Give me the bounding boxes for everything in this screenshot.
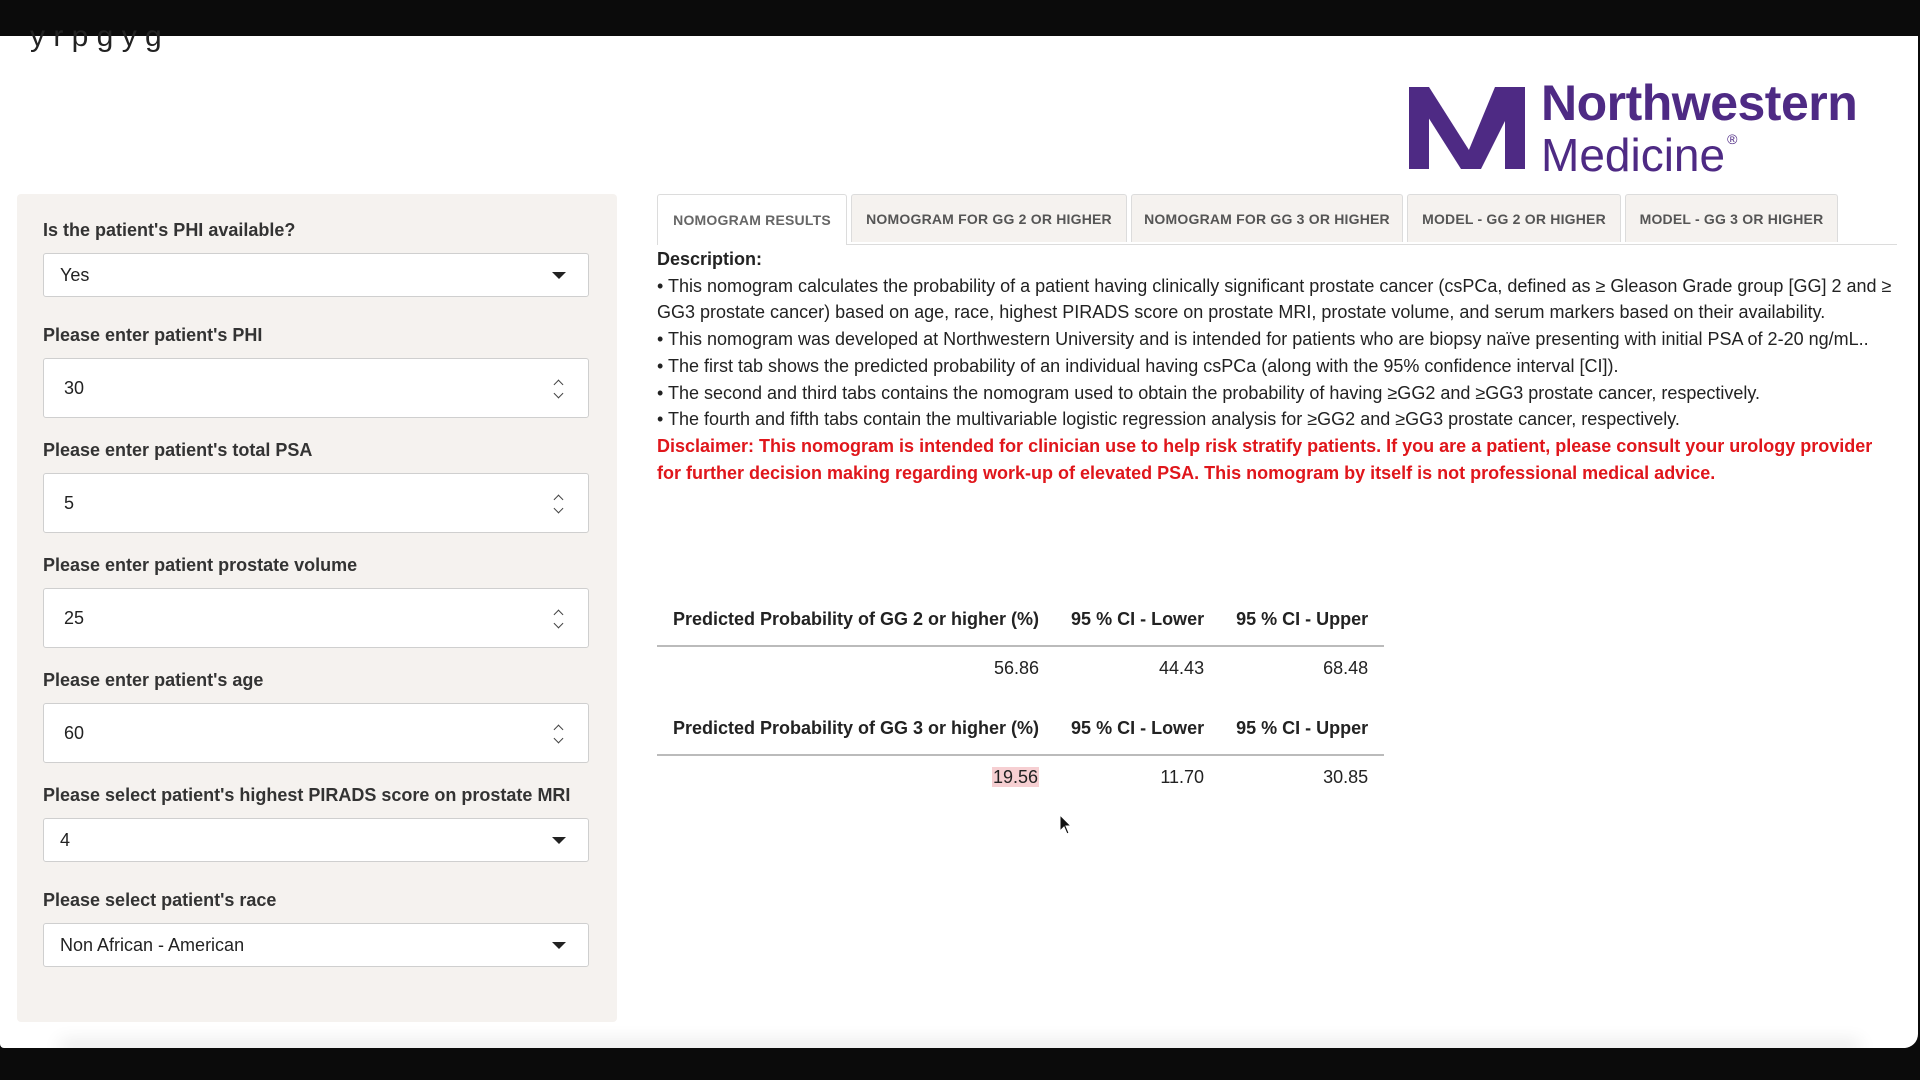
- field-label: Please enter patient's age: [43, 670, 264, 690]
- nm-logo-mark-icon: [1407, 85, 1527, 171]
- field-prostate-volume: [43, 555, 589, 648]
- table-header: Predicted Probability of GG 2 or higher (%): [657, 593, 1055, 646]
- select-value: Yes: [60, 264, 90, 285]
- input-value: 30: [64, 377, 85, 398]
- phi-input[interactable]: [43, 358, 589, 418]
- select-value: Non African - American: [60, 934, 245, 955]
- table-header: 95 % CI - Lower: [1055, 702, 1220, 755]
- age-input[interactable]: [43, 703, 589, 763]
- description-heading: Description:: [657, 249, 763, 269]
- results-table-gg3: [657, 702, 1384, 798]
- disclaimer-text: Disclaimer: This nomogram is intended for clinician use to help risk stratify patients. If you are a patient, please consult your urology provider for further decision making regarding work-up of elevated PSA. This nomogram by itself is not professional medical advice.: [657, 435, 1873, 483]
- table-header: Predicted Probability of GG 3 or higher (%): [657, 702, 1055, 755]
- ci-upper-gg2: 68.48: [1323, 657, 1369, 678]
- field-label: Is the patient's PHI available?: [43, 220, 296, 240]
- number-spinner-icon[interactable]: [552, 379, 564, 399]
- field-age: [43, 670, 589, 763]
- field-label: Please select patient's highest PIRADS score on prostate MRI: [43, 785, 571, 805]
- number-spinner-icon[interactable]: [552, 609, 564, 629]
- results-table-gg2: [657, 593, 1384, 689]
- table-header: 95 % CI - Upper: [1220, 702, 1384, 755]
- field-pirads: [43, 785, 589, 862]
- registered-mark: ®: [1727, 131, 1738, 147]
- tab-nomogram-results[interactable]: NOMOGRAM RESULTS: [657, 194, 847, 245]
- field-label: Please enter patient prostate volume: [43, 555, 358, 575]
- ci-lower-gg3: 11.70: [1160, 766, 1205, 787]
- logo-text-northwestern: Northwestern: [1541, 75, 1858, 131]
- input-value: 5: [64, 492, 75, 513]
- input-sidebar: [17, 194, 617, 1022]
- total-psa-input[interactable]: [43, 473, 589, 533]
- ci-lower-gg2: 44.43: [1159, 657, 1205, 678]
- field-label: Please enter patient's PHI: [43, 325, 263, 345]
- input-value: 25: [64, 607, 85, 628]
- table-header-row: [657, 702, 1384, 755]
- logo-text-medicine: Medicine ®: [1541, 129, 1738, 181]
- table-header-row: [657, 593, 1384, 646]
- description-bullet: • The second and third tabs contains the nomogram used to obtain the probability of having ≥GG2 and ≥GG3 prostate cancer, respectively.: [657, 382, 1761, 403]
- description-bullet: • This nomogram was developed at Northwestern University and is intended for patients who are biopsy naïve presenting with initial PSA of 2-20 ng/mL..: [657, 329, 1869, 350]
- caret-down-icon: [552, 272, 566, 279]
- tab-nomogram-gg3[interactable]: NOMOGRAM FOR GG 3 OR HIGHER: [1131, 194, 1403, 242]
- window-bottom-bar: [0, 1048, 1920, 1080]
- predicted-probability-gg2: 56.86: [994, 657, 1040, 678]
- table-header: 95 % CI - Lower: [1055, 593, 1220, 646]
- prostate-volume-input[interactable]: [43, 588, 589, 648]
- table-header: 95 % CI - Upper: [1220, 593, 1384, 646]
- select-value: 4: [60, 829, 71, 850]
- description-section: [657, 246, 1897, 486]
- number-spinner-icon[interactable]: [552, 724, 564, 744]
- race-select[interactable]: [43, 923, 589, 967]
- app-page: [0, 20, 1918, 1048]
- phi-available-select[interactable]: [43, 253, 589, 297]
- tab-model-gg3[interactable]: MODEL - GG 3 OR HIGHER: [1625, 194, 1838, 242]
- northwestern-medicine-logo: [1407, 75, 1858, 181]
- pirads-select[interactable]: [43, 818, 589, 862]
- table-row: [657, 646, 1384, 689]
- field-race: [43, 890, 589, 967]
- field-phi: [43, 325, 589, 418]
- description-bullet: • The first tab shows the predicted probability of an individual having csPCa (along with the 95% confidence interval [CI]).: [657, 355, 1619, 376]
- field-total-psa: [43, 440, 589, 533]
- input-value: 60: [64, 722, 85, 743]
- description-bullet: • The fourth and fifth tabs contain the multivariable logistic regression analysis for ≥GG2 and ≥GG3 prostate cancer, respectively.: [657, 409, 1680, 430]
- field-label: Please enter patient's total PSA: [43, 440, 313, 460]
- tab-model-gg2[interactable]: MODEL - GG 2 OR HIGHER: [1407, 194, 1621, 242]
- table-row: [657, 755, 1384, 798]
- ci-upper-gg3: 30.85: [1323, 766, 1369, 787]
- caret-down-icon: [552, 837, 566, 844]
- caret-down-icon: [552, 942, 566, 949]
- predicted-probability-gg3: [657, 755, 1055, 798]
- page-title-partial: y r p g y g: [30, 20, 162, 53]
- results-tabs: [657, 194, 1897, 245]
- number-spinner-icon[interactable]: [552, 494, 564, 514]
- field-phi-available: [43, 220, 589, 297]
- highlighted-value: 19.56: [993, 766, 1039, 787]
- field-label: Please select patient's race: [43, 890, 277, 910]
- description-bullet: • This nomogram calculates the probability of a patient having clinically significant prostate cancer (csPCa, defined as ≥ Gleason Grade group [GG] 2 and ≥ GG3 prostate cancer) based on age, race, highest PIRADS score on prostate MRI, prostate volume, and serum markers based on their availability.: [657, 275, 1892, 323]
- window-top-bar: [0, 0, 1920, 36]
- mouse-cursor-icon: [1059, 814, 1073, 836]
- tab-nomogram-gg2[interactable]: NOMOGRAM FOR GG 2 OR HIGHER: [851, 194, 1127, 242]
